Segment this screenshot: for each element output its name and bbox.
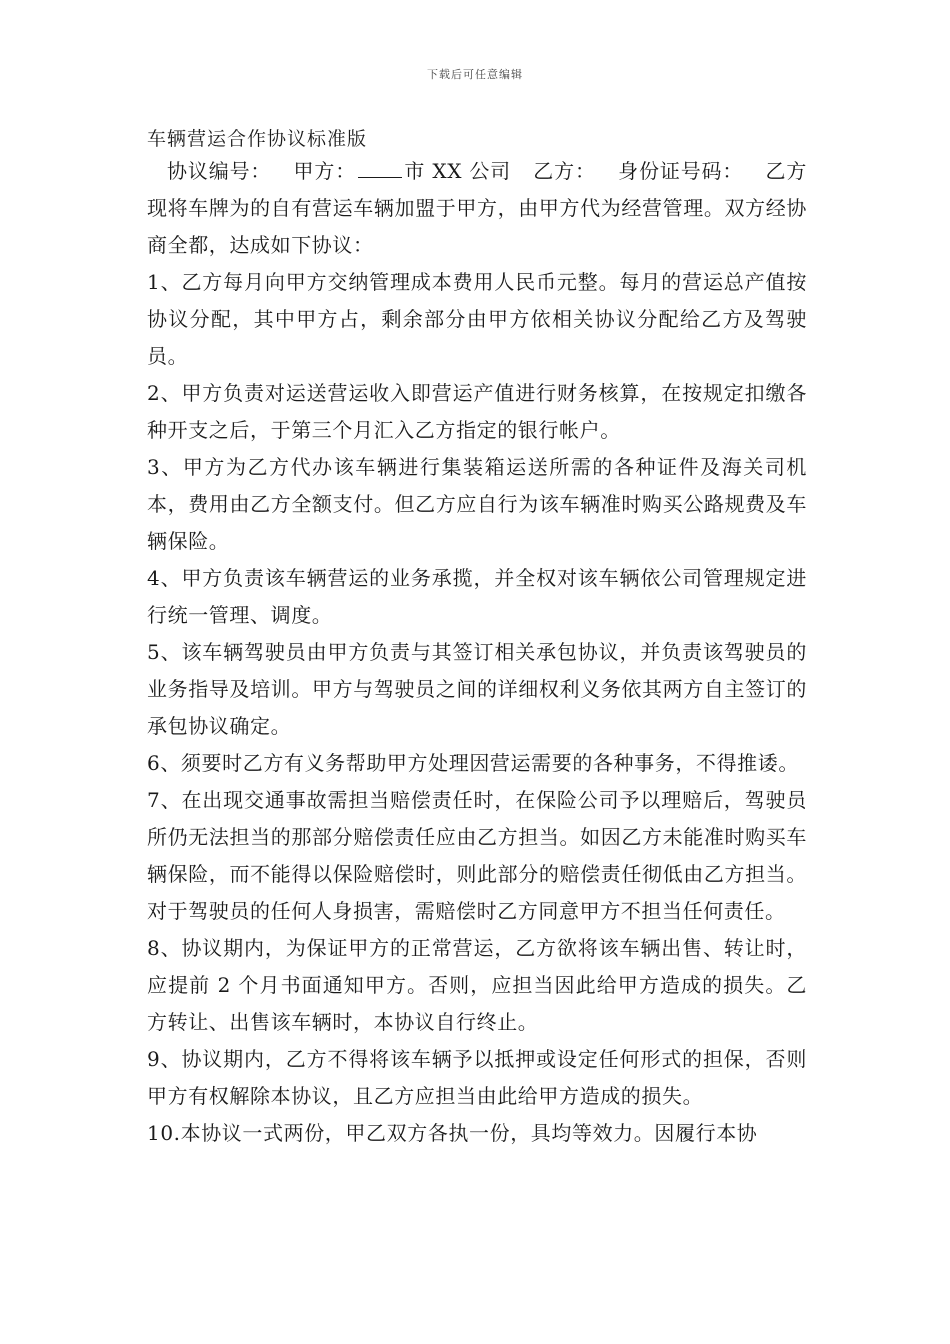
document-body — [147, 153, 807, 1152]
clause-9: 9、协议期内，乙方不得将该车辆予以抵押或设定任何形式的担保，否则甲方有权解除本协议，且乙方应担当由此给甲方造成的损失。 — [147, 1047, 807, 1108]
intro-paragraph — [147, 153, 807, 264]
party-a-label: 甲方： — [293, 159, 357, 183]
party-a-blank — [358, 176, 402, 178]
intro-text: 乙方现将车牌为的自有营运车辆加盟于甲方，由甲方代为经营管理。双方经协商全都，达成如下协议： — [147, 159, 807, 257]
clause-2: 2、甲方负责对运送营运收入即营运产值进行财务核算，在按规定扣缴各种开支之后，于第三个月汇入乙方指定的银行帐户。 — [147, 381, 807, 442]
clause-6: 6、须要时乙方有义务帮助甲方处理因营运需要的各种事务，不得推诿。 — [147, 751, 799, 775]
agreement-no-label: 协议编号： — [167, 159, 272, 183]
clause-3: 3、甲方为乙方代办该车辆进行集装箱运送所需的各种证件及海关司机本，费用由乙方全额支付。但乙方应自行为该车辆准时购买公路规费及车辆保险。 — [147, 455, 807, 553]
clause-7: 7、在出现交通事故需担当赔偿责任时，在保险公司予以理赔后，驾驶员所仍无法担当的那部分赔偿责任应由乙方担当。如因乙方未能准时购买车辆保险，而不能得以保险赔偿时，则此部分的赔偿责任彻低由乙方担当。对于驾驶员的任何人身损害，需赔偿时乙方同意甲方不担当任何责任。 — [147, 788, 807, 923]
clause-1: 1、乙方每月向甲方交纳管理成本费用人民币元整。每月的营运总产值按协议分配，其中甲方占，剩余部分由甲方依相关协议分配给乙方及驾驶员。 — [147, 270, 807, 368]
clause-10: 10.本协议一式两份，甲乙双方各执一份，具均等效力。因履行本协 — [147, 1121, 758, 1145]
party-b-label: 乙方： — [533, 159, 596, 183]
clause-8: 8、协议期内，为保证甲方的正常营运，乙方欲将该车辆出售、转让时，应提前 2 个月书面通知甲方。否则，应担当因此给甲方造成的损失。乙方转让、出售该车辆时，本协议自行终止。 — [147, 936, 807, 1034]
clause-5: 5、该车辆驾驶员由甲方负责与其签订相关承包协议，并负责该驾驶员的业务指导及培训。甲方与驾驶员之间的详细权利义务依其两方自主签订的承包协议确定。 — [147, 640, 807, 738]
header-note: 下载后可任意编辑 — [427, 68, 523, 81]
party-a-suffix: 市 XX 公司 — [404, 159, 512, 183]
document-title: 车辆营运合作协议标准版 — [147, 128, 368, 150]
clause-4: 4、甲方负责该车辆营运的业务承揽，并全权对该车辆依公司管理规定进行统一管理、调度。 — [147, 566, 807, 627]
id-number-label: 身份证号码： — [617, 159, 744, 183]
